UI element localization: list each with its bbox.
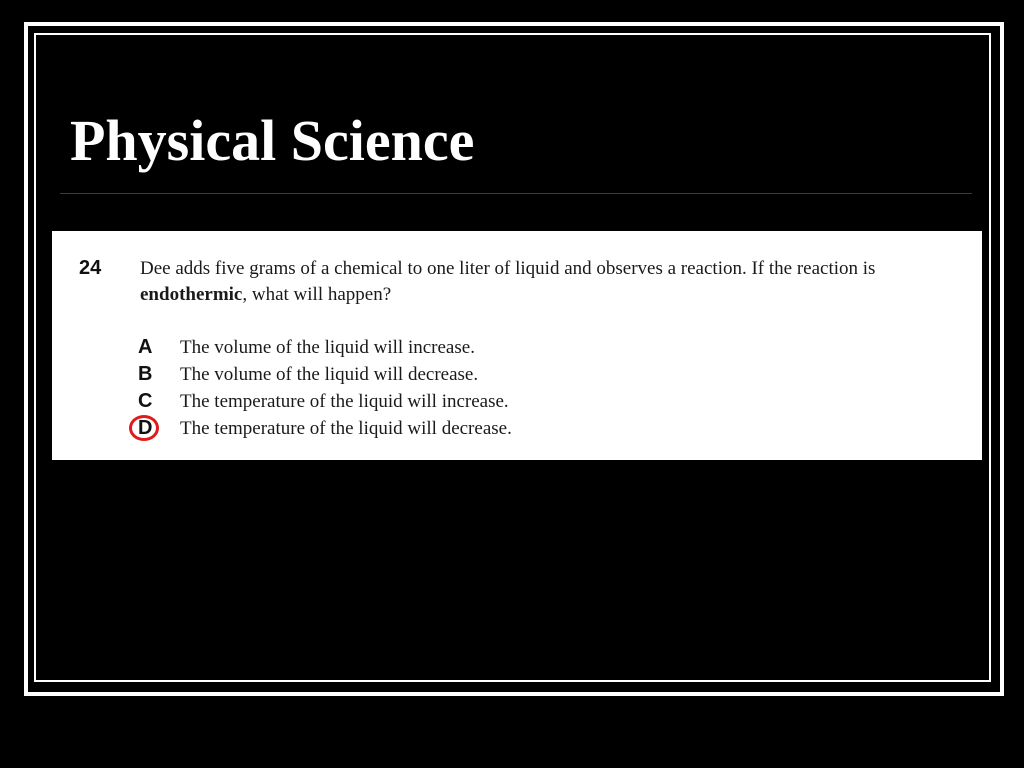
- option-c-text: The temperature of the liquid will increase.: [180, 391, 509, 412]
- option-c-letter: C: [138, 390, 153, 412]
- option-d: [138, 415, 512, 442]
- question-image: [52, 231, 982, 460]
- option-b-letter: B: [138, 363, 153, 385]
- option-a-text: The volume of the liquid will increase.: [180, 337, 475, 358]
- question-number: 24: [79, 257, 102, 279]
- option-b: [138, 361, 512, 388]
- question-stem: [140, 256, 970, 308]
- option-b-text: The volume of the liquid will decrease.: [180, 364, 479, 385]
- question-stem-ending: , what will happen?: [242, 284, 392, 305]
- option-d-letter: D: [138, 417, 153, 439]
- question-stem-text: Dee adds five grams of a chemical to one liter of liquid and observes a reaction. If the reaction is: [140, 258, 876, 279]
- option-a-letter: A: [138, 336, 153, 358]
- title-divider: [60, 193, 972, 194]
- answer-options: [138, 334, 512, 442]
- option-d-text: The temperature of the liquid will decrease.: [180, 418, 512, 439]
- option-a: [138, 334, 512, 361]
- option-c: [138, 388, 512, 415]
- question-stem-keyword: endothermic: [140, 284, 243, 305]
- correct-answer-circle: [129, 415, 159, 441]
- slide-title: Physical Science: [70, 108, 475, 173]
